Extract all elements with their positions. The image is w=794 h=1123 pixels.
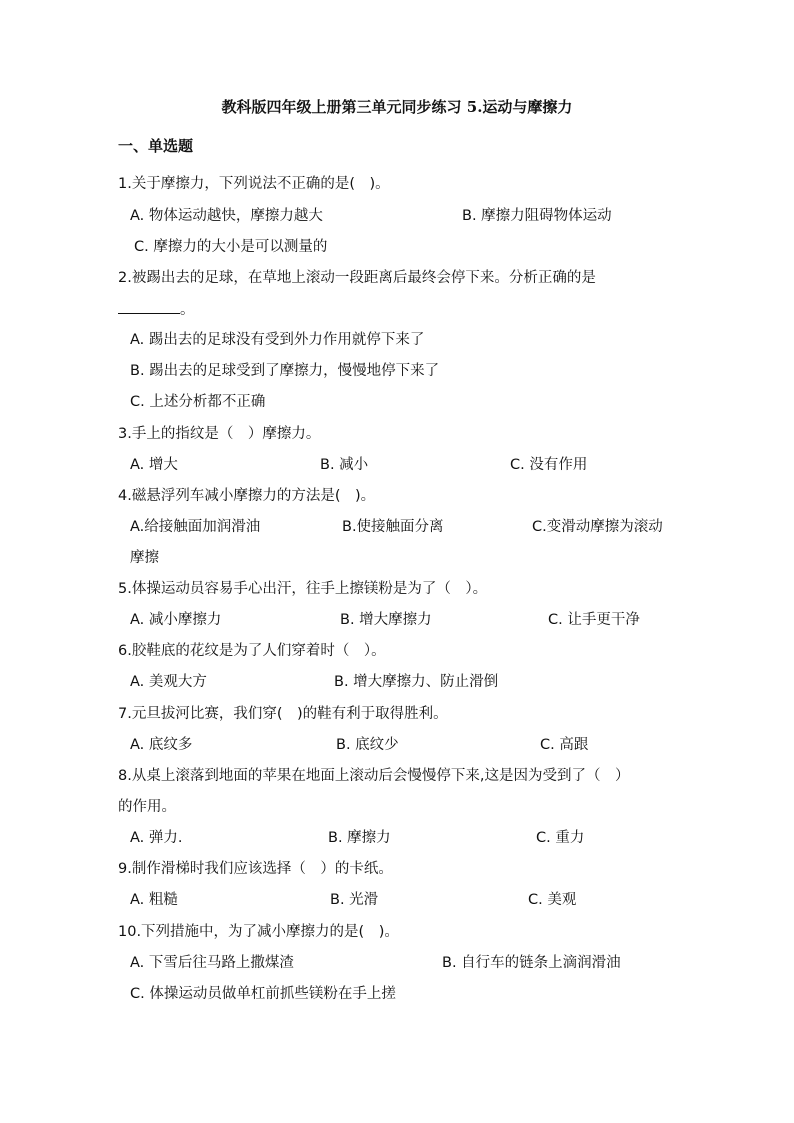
option-a: A. 增大 (130, 457, 178, 473)
option-c: C.变滑动摩擦为滚动 (532, 519, 663, 535)
option-a: A. 物体运动越快，摩擦力越大 (130, 208, 323, 224)
question-stem: 5.体操运动员容易手心出汗，往手上擦镁粉是为了（ ）。 (118, 581, 488, 597)
option-b: B. 自行车的链条上滴润滑油 (442, 955, 621, 971)
option-b: B. 踢出去的足球受到了摩擦力，慢慢地停下来了 (130, 363, 440, 379)
question-stem: 7.元旦拔河比赛，我们穿( )的鞋有利于取得胜利。 (118, 706, 448, 722)
option-b: B. 光滑 (330, 892, 379, 908)
option-c: C. 高跟 (540, 737, 589, 753)
option-c: C. 美观 (528, 892, 577, 908)
option-a: A. 减小摩擦力 (130, 612, 222, 628)
option-c: C. 没有作用 (510, 457, 588, 473)
question-stem: 8.从桌上滚落到地面的苹果在地面上滚动后会慢慢停下来,这是因为受到了（ ） (118, 768, 630, 784)
option-b: B. 增大摩擦力、防止滑倒 (334, 674, 499, 690)
option-a: A. 踢出去的足球没有受到外力作用就停下来了 (130, 332, 425, 348)
question-stem-continued: 的作用。 (118, 799, 176, 815)
option-b: B. 增大摩擦力 (340, 612, 432, 628)
option-a: A. 底纹多 (130, 737, 193, 753)
answer-blank (118, 299, 180, 314)
question-stem: 6.胶鞋底的花纹是为了人们穿着时（ ）。 (118, 643, 386, 659)
page-title: 教科版四年级上册第三单元同步练习 5.运动与摩擦力 (221, 98, 573, 116)
option-a: A. 下雪后往马路上撒煤渣 (130, 955, 294, 971)
option-c: C. 让手更干净 (548, 612, 640, 628)
section-heading: 一、单选题 (118, 137, 194, 155)
option-b: B.使接触面分离 (342, 519, 444, 535)
option-c: C. 上述分析都不正确 (130, 394, 266, 410)
question-stem: 4.磁悬浮列车减小摩擦力的方法是( )。 (118, 488, 376, 504)
question-stem-end: 。 (180, 302, 195, 318)
answer-blank-line (118, 299, 195, 320)
option-c-continued: 摩擦 (130, 550, 159, 566)
question-stem: 1.关于摩擦力，下列说法不正确的是( )。 (118, 176, 390, 192)
question-stem: 10.下列措施中，为了减小摩擦力的是( )。 (118, 924, 399, 940)
question-stem: 9.制作滑梯时我们应该选择（ ）的卡纸。 (118, 861, 393, 877)
option-c: C. 体操运动员做单杠前抓些镁粉在手上搓 (130, 986, 396, 1002)
question-stem: 3.手上的指纹是（ ）摩擦力。 (118, 426, 321, 442)
question-stem: 2.被踢出去的足球，在草地上滚动一段距离后最终会停下来。分析正确的是 (118, 270, 596, 286)
option-a: A. 弹力. (130, 830, 183, 846)
option-b: B. 减小 (320, 457, 369, 473)
option-c: C. 重力 (536, 830, 585, 846)
option-b: B. 摩擦力 (328, 830, 391, 846)
option-b: B. 底纹少 (336, 737, 399, 753)
option-a: A. 粗糙 (130, 892, 178, 908)
option-c: C. 摩擦力的大小是可以测量的 (134, 239, 328, 255)
option-a: A. 美观大方 (130, 674, 207, 690)
option-b: B. 摩擦力阻碍物体运动 (462, 208, 612, 224)
option-a: A.给接触面加润滑油 (130, 519, 261, 535)
